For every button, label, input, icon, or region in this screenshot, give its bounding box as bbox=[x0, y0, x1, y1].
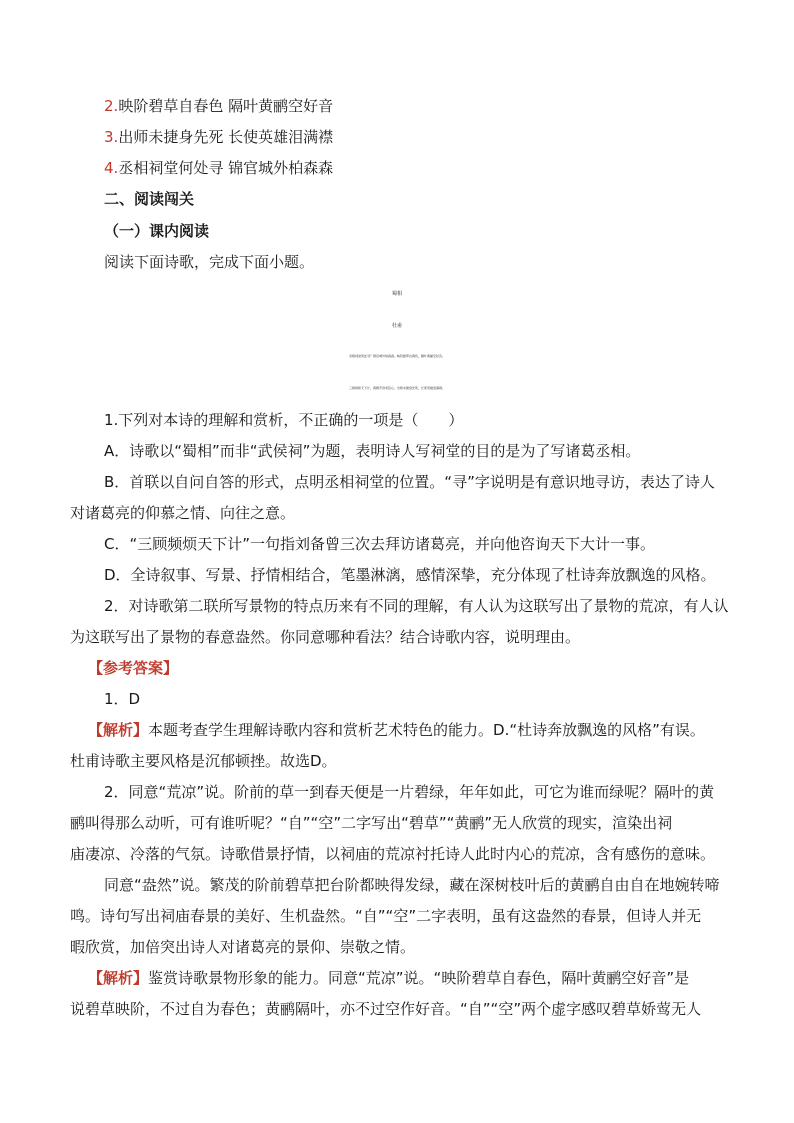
question-1-stem: 1.下列对本诗的理解和赏析，不正确的一项是（ ） bbox=[104, 411, 464, 429]
analysis-label: 【解析】 bbox=[88, 721, 149, 739]
fill-answer-text: 丞相祠堂何处寻 锦官城外柏森森 bbox=[118, 159, 334, 177]
instruction-text: 阅读下面诗歌，完成下面小题。 bbox=[104, 253, 315, 271]
subsection-title: （一）课内阅读 bbox=[104, 222, 210, 240]
fill-answer-number: 2. bbox=[104, 97, 119, 115]
analysis-1-line-2: 杜甫诗歌主要风格是沉郁顿挫。故选D。 bbox=[70, 752, 337, 770]
analysis-2-line-2: 说碧草映阶，不过自为春色；黄鹂隔叶，亦不过空作好音。“自”“空”两个虚字感叹碧草娇莺无人 bbox=[70, 1000, 702, 1018]
analysis-1-line-1 bbox=[88, 720, 705, 740]
fill-answer-number: 3. bbox=[104, 128, 119, 146]
question-2-line-2: 为这联写出了景物的春意盎然。你同意哪种看法？结合诗歌内容，说明理由。 bbox=[70, 628, 581, 646]
answer-2-p1-line-1: 2．同意“荒凉”说。阶前的草一到春天便是一片碧绿，年年如此，可它为谁而绿呢？隔叶的黄 bbox=[104, 783, 715, 801]
fill-answer-text: 映阶碧草自春色 隔叶黄鹂空好音 bbox=[118, 97, 334, 115]
answer-1: 1．D bbox=[104, 690, 141, 708]
option-b-line-1: B．首联以自问自答的形式，点明丞相祠堂的位置。“寻”字说明是有意识地寻访，表达了诗人 bbox=[104, 473, 715, 491]
reference-answer-title: 【参考答案】 bbox=[88, 659, 179, 677]
poem-author: 杜甫 bbox=[391, 323, 402, 329]
fill-answer-2 bbox=[104, 96, 333, 116]
answer-2-p2-line-2: 鸣。诗句写出祠庙春景的美好、生机盎然。“自”“空”二字表明，虽有这盎然的春景，但诗人并无 bbox=[70, 907, 702, 925]
question-2-line-1: 2．对诗歌第二联所写景物的特点历来有不同的理解，有人认为这联写出了景物的荒凉，有人认 bbox=[104, 597, 729, 615]
analysis-text: 本题考查学生理解诗歌内容和赏析艺术特色的能力。D.“杜诗奔放飘逸的风格”有误。 bbox=[148, 721, 705, 739]
fill-answer-4 bbox=[104, 158, 333, 178]
fill-answer-3 bbox=[104, 127, 333, 147]
analysis-label: 【解析】 bbox=[88, 969, 149, 987]
analysis-text: 鉴赏诗歌景物形象的能力。同意“荒凉”说。“映阶碧草自春色，隔叶黄鹂空好音”是 bbox=[148, 969, 690, 987]
answer-2-p2-line-3: 暇欣赏，加倍突出诗人对诸葛亮的景仰、崇敬之情。 bbox=[70, 938, 416, 956]
fill-answer-text: 出师未捷身先死 长使英雄泪满襟 bbox=[118, 128, 334, 146]
option-b-line-2: 对诸葛亮的仰慕之情、向往之意。 bbox=[70, 504, 296, 522]
poem-line-1: 丞相祠堂何处寻？锦官城外柏森森。映阶碧草自春色，隔叶黄鹂空好音。 bbox=[348, 354, 445, 358]
option-d: D．全诗叙事、写景、抒情相结合，笔墨淋漓，感情深挚，充分体现了杜诗奔放飘逸的风格。 bbox=[104, 566, 716, 584]
option-c: C．“三顾频烦天下计”一句指刘备曾三次去拜访诸葛亮，并向他咨询天下大计一事。 bbox=[104, 535, 656, 553]
fill-answer-number: 4. bbox=[104, 159, 119, 177]
poem-line-2: 三顾频烦天下计，两朝开济老臣心。出师未捷身先死，长使英雄泪满襟。 bbox=[348, 386, 445, 390]
answer-2-p1-line-3: 庙凄凉、冷落的气氛。诗歌借景抒情，以祠庙的荒凉衬托诗人此时内心的荒凉，含有感伤的意味。 bbox=[70, 845, 716, 863]
analysis-2-line-1 bbox=[88, 968, 689, 988]
section-title: 二、阅读闯关 bbox=[104, 190, 195, 208]
poem-title: 蜀相 bbox=[391, 291, 402, 297]
answer-2-p1-line-2: 鹂叫得那么动听，可有谁听呢？“自”“空”二字写出“碧草”“黄鹂”无人欣赏的现实，渲染出祠 bbox=[70, 814, 673, 832]
option-a: A．诗歌以“蜀相”而非“武侯祠”为题，表明诗人写祠堂的目的是为了写诸葛丞相。 bbox=[104, 442, 641, 460]
answer-2-p2-line-1: 同意“盎然”说。繁茂的阶前碧草把台阶都映得发绿，藏在深树枝叶后的黄鹂自由自在地婉转啼 bbox=[104, 876, 720, 894]
